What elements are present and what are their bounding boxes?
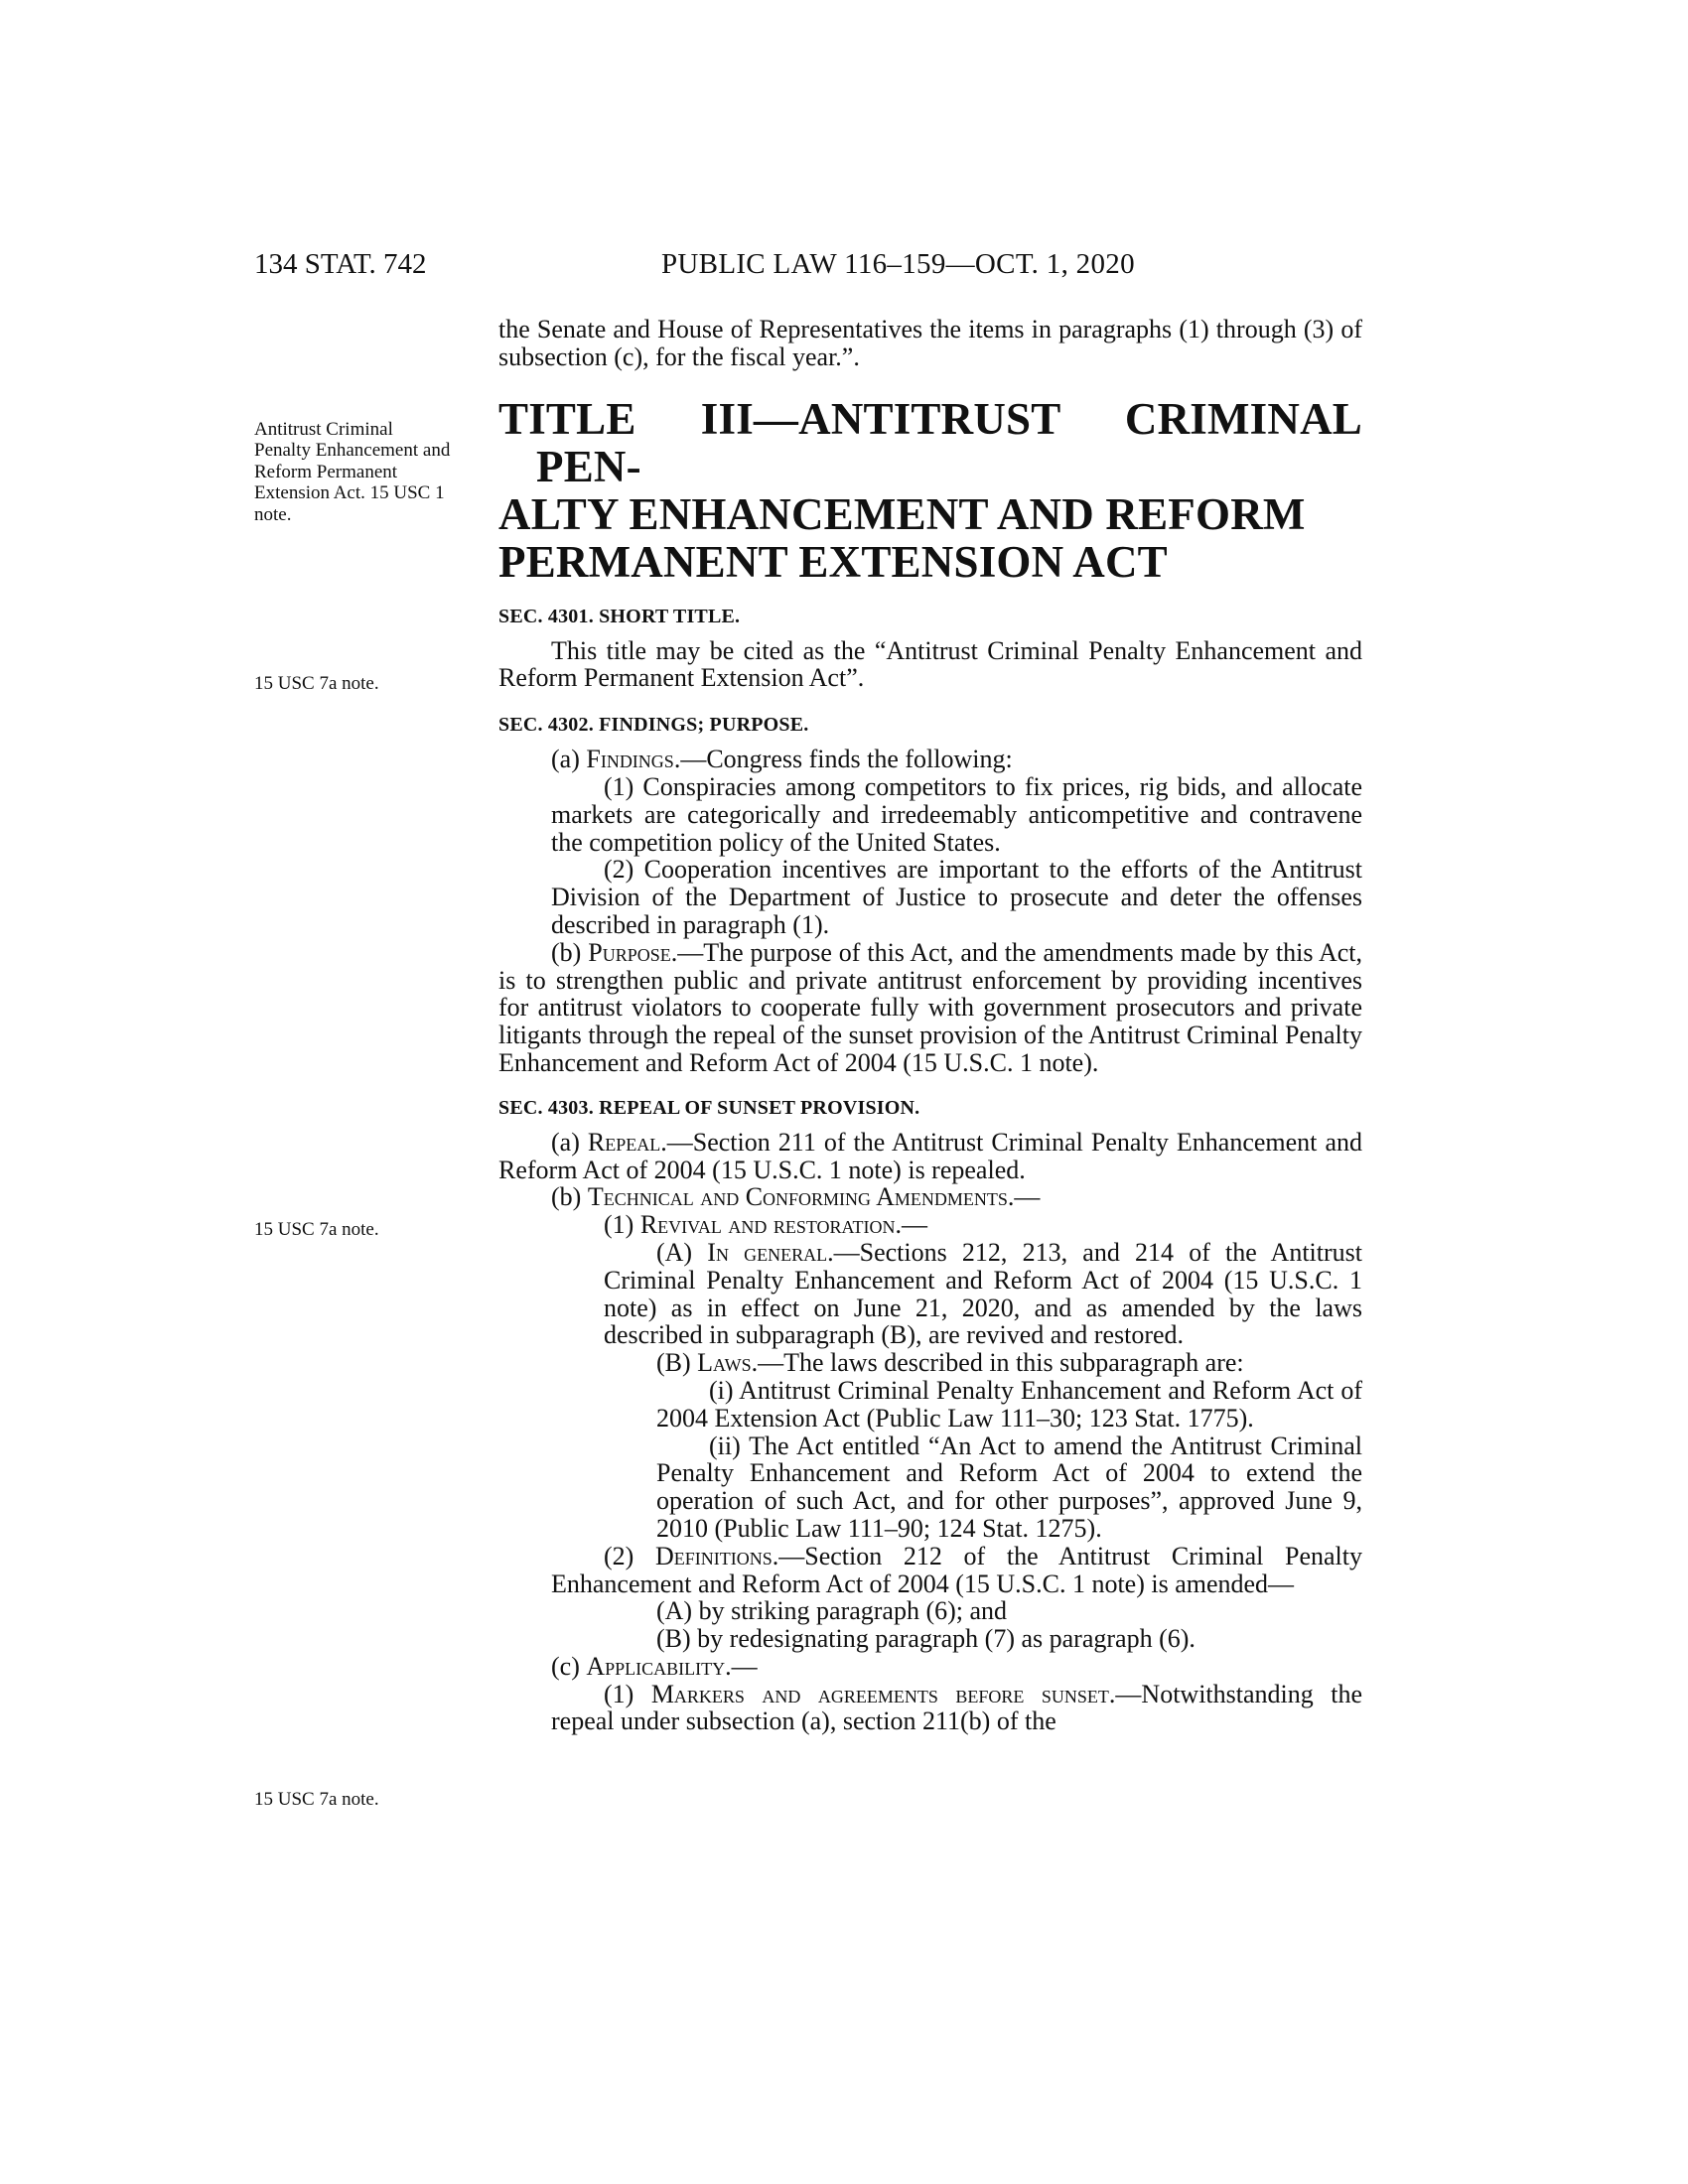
section-4303-b-1-B xyxy=(498,1349,1362,1377)
text: .—Section 211 of the Antitrust Criminal Penalty Enhancement and Reform Act of 2004 (15 U.S.C. 1 note) is repealed. xyxy=(498,1127,1362,1184)
text: .— xyxy=(1007,1182,1041,1212)
caption: Definitions xyxy=(654,1541,773,1570)
margin-note-short-title: Antitrust Criminal Penalty Enhancement and Reform Permanent Extension Act. 15 USC 1 note. xyxy=(254,419,451,525)
public-law-citation: PUBLIC LAW 116–159—OCT. 1, 2020 xyxy=(661,248,1135,280)
text: .—Notwithstanding the repeal under subsection (a), section 211(b) of the xyxy=(551,1679,1363,1736)
caption: Applicability xyxy=(586,1651,726,1681)
label: (a) xyxy=(551,1127,588,1157)
section-4303-b-1 xyxy=(498,1211,1362,1239)
section-4303-b-1-A xyxy=(498,1239,1362,1349)
title-line-2: ALTY ENHANCEMENT AND REFORM xyxy=(498,488,1306,539)
title-heading xyxy=(498,395,1362,586)
section-4303-b xyxy=(498,1183,1362,1211)
main-text-column xyxy=(498,316,1362,1735)
title-line-3: PERMANENT EXTENSION ACT xyxy=(498,536,1168,587)
section-4301-heading: SEC. 4301. SHORT TITLE. xyxy=(498,605,741,627)
section-4302-b xyxy=(498,939,1362,1077)
section-4303-c xyxy=(498,1653,1362,1681)
caption: In general xyxy=(707,1237,828,1267)
text: .—Section 212 of the Antitrust Criminal Penalty Enhancement and Reform Act of 2004 (15 U.S.C. 1 note) is amended— xyxy=(551,1541,1362,1598)
caption: Revival and restoration xyxy=(639,1210,896,1240)
section-4303-c-1 xyxy=(498,1681,1362,1736)
section-4302-a-1: (1) Conspiracies among competitors to fix prices, rig bids, and allocate markets are categorically and irredeemably anticompetitive and contravene the competition policy of the United States. xyxy=(551,771,1362,857)
label: (1) xyxy=(604,1210,640,1240)
caption: Purpose xyxy=(588,937,671,967)
section-4302-heading: SEC. 4302. FINDINGS; PURPOSE. xyxy=(498,714,809,737)
label: (b) xyxy=(551,937,589,967)
running-header xyxy=(0,248,1688,288)
text: .—Congress finds the following: xyxy=(673,745,1013,774)
margin-note-findings: 15 USC 7a note. xyxy=(254,673,379,694)
text: .— xyxy=(725,1651,758,1681)
caption: Findings xyxy=(586,745,674,774)
caption: Markers and agreements before sunset xyxy=(650,1679,1109,1708)
caption: Technical and Conforming Amendments xyxy=(587,1182,1008,1212)
label: (A) xyxy=(656,1237,708,1267)
continuation-paragraph: the Senate and House of Representatives the items in paragraphs (1) through (3) of subsection (c), for the fiscal year.”. xyxy=(498,315,1362,371)
margin-note-revival: 15 USC 7a note. xyxy=(254,1219,379,1240)
section-4303-heading: SEC. 4303. REPEAL OF SUNSET PROVISION. xyxy=(498,1096,920,1119)
text: .—The purpose of this Act, and the amendments made by this Act, is to strengthen public and private antitrust enforcement by providing incentives for antitrust violators to cooperate fully with government prosecutors and private litigants through the repeal of the sunset provision of the Antitrust Criminal Penalty Enhancement and Reform Act of 2004 (15 U.S.C. 1 note). xyxy=(498,937,1362,1077)
text: .—The laws described in this subparagraph are: xyxy=(751,1348,1244,1378)
statute-page-number: 134 STAT. 742 xyxy=(254,248,427,280)
label: (b) xyxy=(551,1182,588,1212)
section-4303-b-1-B-ii: (ii) The Act entitled “An Act to amend the Antitrust Criminal Penalty Enhancement and Reform Act of 2004 to extend the operation of such Act, and for other purposes”, approved June 9, 2010 (Public Law 111–90; 124 Stat. 1275). xyxy=(656,1431,1362,1543)
section-4302-a xyxy=(498,746,1362,773)
section-4303-a xyxy=(498,1129,1362,1184)
margin-note-applicability: 15 USC 7a note. xyxy=(254,1789,379,1810)
label: (1) xyxy=(604,1679,651,1708)
section-4303-b-1-B-i: (i) Antitrust Criminal Penalty Enhancement and Reform Act of 2004 Extension Act (Public Law 111–30; 123 Stat. 1775). xyxy=(656,1375,1362,1433)
section-4303-b-2-A: (A) by striking paragraph (6); and xyxy=(656,1596,1008,1626)
label: (2) xyxy=(604,1541,655,1570)
caption: Laws xyxy=(697,1348,752,1378)
section-4303-b-2-B: (B) by redesignating paragraph (7) as paragraph (6). xyxy=(656,1624,1196,1654)
title-line-1: TITLE III—ANTITRUST CRIMINAL PEN- xyxy=(498,393,1362,491)
label: (B) xyxy=(656,1348,698,1378)
label: (a) xyxy=(551,745,587,774)
caption: Repeal xyxy=(587,1127,661,1157)
section-4301-text: This title may be cited as the “Antitrust Criminal Penalty Enhancement and Reform Permanent Extension Act”. xyxy=(498,635,1362,693)
label: (c) xyxy=(551,1651,587,1681)
section-4303-b-2 xyxy=(498,1543,1362,1598)
text: .— xyxy=(895,1210,928,1240)
section-4302-a-2: (2) Cooperation incentives are important to the efforts of the Antitrust Division of the Department of Justice to prosecute and deter the offenses described in paragraph (1). xyxy=(551,855,1362,939)
text: .—Sections 212, 213, and 214 of the Antitrust Criminal Penalty Enhancement and Reform Act of 2004 (15 U.S.C. 1 note) as in effect on June 21, 2020, and as amended by the laws described in subparagraph (B), are revived and restored. xyxy=(604,1237,1362,1350)
